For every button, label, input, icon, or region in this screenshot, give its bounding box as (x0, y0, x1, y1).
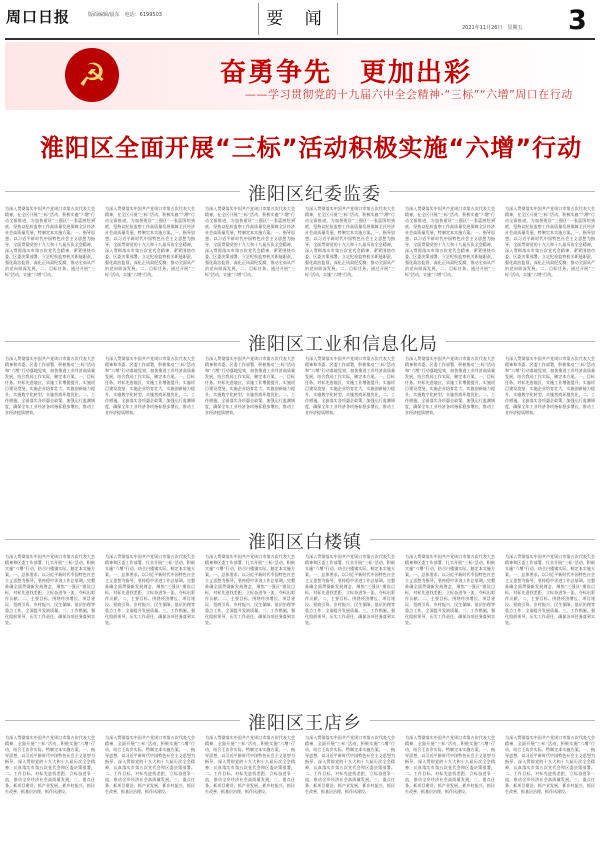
section-header-gongxin (5, 330, 595, 354)
main-headline: 淮阳区全面开展“三标”活动积极实施“六增”行动 (40, 134, 583, 162)
body-text: 为深入贯彻落实中国共产党周口市第五次代表大会精神和区委工作部署，扎实开展“三标”活动，积极实施“六增”行动，结合白楼镇实际，制定本实施方案。一、总体要求。以习近平新时代中国特色社会主义思想为指导，坚持稳中求进工作总基调，完整准确全面贯彻新发展理念，聚焦“三强区”建设目标，对标先进找差距，立标奋进争一流，夺标出彩作贡献。二、主要目标。围绕经济增长、项目建设、招商引资、乡村振兴、民生保障、基层治理等重点工作，全面提升发展质量。三、工作措施。强化组织领导，压实工作责任，确保各项任务落到实处。 (105, 554, 195, 625)
body-text: 为深入贯彻落实中国共产党周口市第五次代表大会精神，全面开展“三标”活动，积极实施“六增”行动，结合王店乡实际，特制定本实施方案。一、指导思想。以习近平新时代中国特色社会主义思想为指导，深入贯彻党的十九大和十九届历次全会精神，认真落实市第五次党代会和区委决策部署。二、工作目标。对标先进找差距，立标奋进争一流，推动全乡经济社会高质量发展。三、重点任务。抓项目建设，抓产业发展，抓乡村振兴，抓民生改善，抓基层治理，抓作风建设。 (405, 735, 495, 794)
text-column (505, 735, 595, 795)
body-text: 为深入贯彻落实中国共产党周口市第五次代表大会精神，全面开展“三标”活动，积极实施“六增”行动，结合王店乡实际，特制定本实施方案。一、指导思想。以习近平新时代中国特色社会主义思想为指导，深入贯彻党的十九大和十九届历次全会精神，认真落实市第五次党代会和区委决策部署。二、工作目标。对标先进找差距，立标奋进争一流，推动全乡经济社会高质量发展。三、重点任务。抓项目建设，抓产业发展，抓乡村振兴，抓民生改善，抓基层治理，抓作风建设。 (505, 735, 595, 794)
text-column (205, 206, 295, 278)
text-column (5, 735, 95, 795)
issue-line: 版面编辑/晨东 电话：6199503 (88, 12, 162, 18)
body-text: 为深入贯彻落实中国共产党周口市第五次代表大会精神，在全区开展“三标”活动，积极实施“六增”行动全面推进，为加快建设“三强区”一张蓝图绘到底，坚持以纪检监察工作高质量发展保障全区经济社会高质量发展，特制定本实施方案。一、指导思想。以习近平新时代中国特色社会主义思想为指导，全面贯彻党的十九大和十九届历次全会精神，深入贯彻落实市第五次党代会精神，紧紧围绕市委、区委决策部署，立足纪检监察机关职能职责，强化政治监督，深化正风肃纪反腐，推动全面从严治党向纵深发展。二、目标任务。通过开展“三标”活动，实施“六增”行动。 (305, 206, 395, 277)
body-text: 为深入贯彻落实中国共产党周口市第五次代表大会精神，全面开展“三标”活动，积极实施“六增”行动，结合王店乡实际，特制定本实施方案。一、指导思想。以习近平新时代中国特色社会主义思想为指导，深入贯彻党的十九大和十九届历次全会精神，认真落实市第五次党代会和区委决策部署。二、工作目标。对标先进找差距，立标奋进争一流，推动全乡经济社会高质量发展。三、重点任务。抓项目建设，抓产业发展，抓乡村振兴，抓民生改善，抓基层治理，抓作风建设。 (5, 735, 95, 794)
text-column (5, 356, 95, 416)
masthead-rule (5, 38, 595, 40)
text-column (105, 356, 195, 416)
section-body-jiwei (5, 206, 595, 326)
text-column (405, 206, 495, 278)
body-text: 为深入贯彻落实中国共产党周口市第五次代表大会精神，在全区开展“三标”活动，积极实施“六增”行动全面推进，为加快建设“三强区”一张蓝图绘到底，坚持以纪检监察工作高质量发展保障全区经济社会高质量发展，特制定本实施方案。一、指导思想。以习近平新时代中国特色社会主义思想为指导，全面贯彻党的十九大和十九届历次全会精神，深入贯彻落实市第五次党代会精神，紧紧围绕市委、区委决策部署，立足纪检监察机关职能职责，强化政治监督，深化正风肃纪反腐，推动全面从严治党向纵深发展。二、目标任务。通过开展“三标”活动，实施“六增”行动。 (105, 206, 195, 277)
masthead (0, 0, 600, 40)
hammer-sickle-icon: ☭ (77, 56, 107, 94)
body-text: 为深入贯彻落实中国共产党周口市第五次代表大会精神，全面开展“三标”活动，积极实施“六增”行动，结合王店乡实际，特制定本实施方案。一、指导思想。以习近平新时代中国特色社会主义思想为指导，深入贯彻党的十九大和十九届历次全会精神，认真落实市第五次党代会和区委决策部署。二、工作目标。对标先进找差距，立标奋进争一流，推动全乡经济社会高质量发展。三、重点任务。抓项目建设，抓产业发展，抓乡村振兴，抓民生改善，抓基层治理，抓作风建设。 (105, 735, 195, 794)
section-header-jiwei (5, 180, 595, 204)
body-text: 为深入贯彻落实中国共产党周口市第五次代表大会精神和市委、区委工作部署，积极推动“三标”活动和“六增”行动落地见效，加快推进工业经济高质量发展，结合我局工作实际，制定本方案。一、目标任务。对标先进地区，实施工业增值提升，实施项目建设攻坚，实施企业培育壮大，实施创新能力提升，实施数字化转型，实施营商环境优化。二、工作措施。全面落实各项惠企政策，加强运行监测调度，确保全年工业经济各项指标稳步增长，推动工业经济提质增效。 (505, 356, 595, 415)
section-body-wangdian (5, 735, 595, 843)
section-body-gongxin (5, 356, 595, 520)
page-number: 3 (568, 5, 587, 36)
text-column (505, 356, 595, 416)
section-body-bailou (5, 554, 595, 704)
text-column (205, 356, 295, 416)
text-column (105, 735, 195, 795)
text-column (205, 554, 295, 626)
body-text: 为深入贯彻落实中国共产党周口市第五次代表大会精神和区委工作部署，扎实开展“三标”活动，积极实施“六增”行动，结合白楼镇实际，制定本实施方案。一、总体要求。以习近平新时代中国特色社会主义思想为指导，坚持稳中求进工作总基调，完整准确全面贯彻新发展理念，聚焦“三强区”建设目标，对标先进找差距，立标奋进争一流，夺标出彩作贡献。二、主要目标。围绕经济增长、项目建设、招商引资、乡村振兴、民生保障、基层治理等重点工作，全面提升发展质量。三、工作措施。强化组织领导，压实工作责任，确保各项任务落到实处。 (5, 554, 95, 625)
section-title: 淮阳区白楼镇 (240, 528, 370, 554)
text-column (205, 735, 295, 795)
body-text: 为深入贯彻落实中国共产党周口市第五次代表大会精神，全面开展“三标”活动，积极实施“六增”行动，结合王店乡实际，特制定本实施方案。一、指导思想。以习近平新时代中国特色社会主义思想为指导，深入贯彻党的十九大和十九届历次全会精神，认真落实市第五次党代会和区委决策部署。二、工作目标。对标先进找差距，立标奋进争一流，推动全乡经济社会高质量发展。三、重点任务。抓项目建设，抓产业发展，抓乡村振兴，抓民生改善，抓基层治理，抓作风建设。 (305, 735, 395, 794)
text-column (405, 735, 495, 795)
body-text: 为深入贯彻落实中国共产党周口市第五次代表大会精神和市委、区委工作部署，积极推动“三标”活动和“六增”行动落地见效，加快推进工业经济高质量发展，结合我局工作实际，制定本方案。一、目标任务。对标先进地区，实施工业增值提升，实施项目建设攻坚，实施企业培育壮大，实施创新能力提升，实施数字化转型，实施营商环境优化。二、工作措施。全面落实各项惠企政策，加强运行监测调度，确保全年工业经济各项指标稳步增长，推动工业经济提质增效。 (405, 356, 495, 415)
text-column (405, 554, 495, 626)
body-text: 为深入贯彻落实中国共产党周口市第五次代表大会精神和区委工作部署，扎实开展“三标”活动，积极实施“六增”行动，结合白楼镇实际，制定本实施方案。一、总体要求。以习近平新时代中国特色社会主义思想为指导，坚持稳中求进工作总基调，完整准确全面贯彻新发展理念，聚焦“三强区”建设目标，对标先进找差距，立标奋进争一流，夺标出彩作贡献。二、主要目标。围绕经济增长、项目建设、招商引资、乡村振兴、民生保障、基层治理等重点工作，全面提升发展质量。三、工作措施。强化组织领导，压实工作责任，确保各项任务落到实处。 (405, 554, 495, 625)
body-text: 为深入贯彻落实中国共产党周口市第五次代表大会精神，在全区开展“三标”活动，积极实施“六增”行动全面推进，为加快建设“三强区”一张蓝图绘到底，坚持以纪检监察工作高质量发展保障全区经济社会高质量发展，特制定本实施方案。一、指导思想。以习近平新时代中国特色社会主义思想为指导，全面贯彻党的十九大和十九届历次全会精神，深入贯彻落实市第五次党代会精神，紧紧围绕市委、区委决策部署，立足纪检监察机关职能职责，强化政治监督，深化正风肃纪反腐，推动全面从严治党向纵深发展。二、目标任务。通过开展“三标”活动，实施“六增”行动。 (205, 206, 295, 277)
section-title: 淮阳区王店乡 (240, 709, 370, 735)
body-text: 为深入贯彻落实中国共产党周口市第五次代表大会精神和市委、区委工作部署，积极推动“三标”活动和“六增”行动落地见效，加快推进工业经济高质量发展，结合我局工作实际，制定本方案。一、目标任务。对标先进地区，实施工业增值提升，实施项目建设攻坚，实施企业培育壮大，实施创新能力提升，实施数字化转型，实施营商环境优化。二、工作措施。全面落实各项惠企政策，加强运行监测调度，确保全年工业经济各项指标稳步增长，推动工业经济提质增效。 (305, 356, 395, 415)
text-column (305, 554, 395, 626)
body-text: 为深入贯彻落实中国共产党周口市第五次代表大会精神，在全区开展“三标”活动，积极实施“六增”行动全面推进，为加快建设“三强区”一张蓝图绘到底，坚持以纪检监察工作高质量发展保障全区经济社会高质量发展，特制定本实施方案。一、指导思想。以习近平新时代中国特色社会主义思想为指导，全面贯彻党的十九大和十九届历次全会精神，深入贯彻落实市第五次党代会精神，紧紧围绕市委、区委决策部署，立足纪检监察机关职能职责，强化政治监督，深化正风肃纪反腐，推动全面从严治党向纵深发展。二、目标任务。通过开展“三标”活动，实施“六增”行动。 (405, 206, 495, 277)
text-column (105, 206, 195, 278)
text-column (505, 554, 595, 626)
body-text: 为深入贯彻落实中国共产党周口市第五次代表大会精神和市委、区委工作部署，积极推动“三标”活动和“六增”行动落地见效，加快推进工业经济高质量发展，结合我局工作实际，制定本方案。一、目标任务。对标先进地区，实施工业增值提升，实施项目建设攻坚，实施企业培育壮大，实施创新能力提升，实施数字化转型，实施营商环境优化。二、工作措施。全面落实各项惠企政策，加强运行监测调度，确保全年工业经济各项指标稳步增长，推动工业经济提质增效。 (205, 356, 295, 415)
newspaper-logo: 周口日报 (6, 8, 71, 26)
section-header-bailou (5, 528, 595, 552)
body-text: 为深入贯彻落实中国共产党周口市第五次代表大会精神和市委、区委工作部署，积极推动“三标”活动和“六增”行动落地见效，加快推进工业经济高质量发展，结合我局工作实际，制定本方案。一、目标任务。对标先进地区，实施工业增值提升，实施项目建设攻坚，实施企业培育壮大，实施创新能力提升，实施数字化转型，实施营商环境优化。二、工作措施。全面落实各项惠企政策，加强运行监测调度，确保全年工业经济各项指标稳步增长，推动工业经济提质增效。 (5, 356, 95, 415)
text-column (305, 356, 395, 416)
banner-title: 奋勇争先 更加出彩 (220, 58, 473, 88)
text-column (505, 206, 595, 278)
section-title: 淮阳区工业和信息化局 (240, 330, 446, 356)
text-column (405, 356, 495, 416)
banner-subtitle: ——学习贯彻党的十九届六中全会精神·“三标”“六增”周口在行动 (245, 88, 573, 101)
party-emblem-icon (65, 48, 119, 102)
body-text: 为深入贯彻落实中国共产党周口市第五次代表大会精神和区委工作部署，扎实开展“三标”活动，积极实施“六增”行动，结合白楼镇实际，制定本实施方案。一、总体要求。以习近平新时代中国特色社会主义思想为指导，坚持稳中求进工作总基调，完整准确全面贯彻新发展理念，聚焦“三强区”建设目标，对标先进找差距，立标奋进争一流，夺标出彩作贡献。二、主要目标。围绕经济增长、项目建设、招商引资、乡村振兴、民生保障、基层治理等重点工作，全面提升发展质量。三、工作措施。强化组织领导，压实工作责任，确保各项任务落到实处。 (305, 554, 395, 625)
body-text: 为深入贯彻落实中国共产党周口市第五次代表大会精神，在全区开展“三标”活动，积极实施“六增”行动全面推进，为加快建设“三强区”一张蓝图绘到底，坚持以纪检监察工作高质量发展保障全区经济社会高质量发展，特制定本实施方案。一、指导思想。以习近平新时代中国特色社会主义思想为指导，全面贯彻党的十九大和十九届历次全会精神，深入贯彻落实市第五次党代会精神，紧紧围绕市委、区委决策部署，立足纪检监察机关职能职责，强化政治监督，深化正风肃纪反腐，推动全面从严治党向纵深发展。二、目标任务。通过开展“三标”活动，实施“六增”行动。 (5, 206, 95, 277)
section-title: 淮阳区纪委监委 (240, 180, 389, 206)
section-label-box (258, 3, 338, 35)
section-label: 要 闻 (266, 9, 330, 29)
body-text: 为深入贯彻落实中国共产党周口市第五次代表大会精神和区委工作部署，扎实开展“三标”活动，积极实施“六增”行动，结合白楼镇实际，制定本实施方案。一、总体要求。以习近平新时代中国特色社会主义思想为指导，坚持稳中求进工作总基调，完整准确全面贯彻新发展理念，聚焦“三强区”建设目标，对标先进找差距，立标奋进争一流，夺标出彩作贡献。二、主要目标。围绕经济增长、项目建设、招商引资、乡村振兴、民生保障、基层治理等重点工作，全面提升发展质量。三、工作措施。强化组织领导，压实工作责任，确保各项任务落到实处。 (505, 554, 595, 625)
body-text: 为深入贯彻落实中国共产党周口市第五次代表大会精神和区委工作部署，扎实开展“三标”活动，积极实施“六增”行动，结合白楼镇实际，制定本实施方案。一、总体要求。以习近平新时代中国特色社会主义思想为指导，坚持稳中求进工作总基调，完整准确全面贯彻新发展理念，聚焦“三强区”建设目标，对标先进找差距，立标奋进争一流，夺标出彩作贡献。二、主要目标。围绕经济增长、项目建设、招商引资、乡村振兴、民生保障、基层治理等重点工作，全面提升发展质量。三、工作措施。强化组织领导，压实工作责任，确保各项任务落到实处。 (205, 554, 295, 625)
text-column (305, 735, 395, 795)
text-column (105, 554, 195, 626)
text-column (5, 206, 95, 278)
section-header-wangdian (5, 709, 595, 733)
text-column (5, 554, 95, 626)
body-text: 为深入贯彻落实中国共产党周口市第五次代表大会精神和市委、区委工作部署，积极推动“三标”活动和“六增”行动落地见效，加快推进工业经济高质量发展，结合我局工作实际，制定本方案。一、目标任务。对标先进地区，实施工业增值提升，实施项目建设攻坚，实施企业培育壮大，实施创新能力提升，实施数字化转型，实施营商环境优化。二、工作措施。全面落实各项惠企政策，加强运行监测调度，确保全年工业经济各项指标稳步增长，推动工业经济提质增效。 (105, 356, 195, 415)
body-text: 为深入贯彻落实中国共产党周口市第五次代表大会精神，全面开展“三标”活动，积极实施“六增”行动，结合王店乡实际，特制定本实施方案。一、指导思想。以习近平新时代中国特色社会主义思想为指导，深入贯彻党的十九大和十九届历次全会精神，认真落实市第五次党代会和区委决策部署。二、工作目标。对标先进找差距，立标奋进争一流，推动全乡经济社会高质量发展。三、重点任务。抓项目建设，抓产业发展，抓乡村振兴，抓民生改善，抓基层治理，抓作风建设。 (205, 735, 295, 794)
date-line: 2021年11月26日 星期五 (462, 25, 523, 31)
banner (5, 42, 595, 110)
body-text: 为深入贯彻落实中国共产党周口市第五次代表大会精神，在全区开展“三标”活动，积极实施“六增”行动全面推进，为加快建设“三强区”一张蓝图绘到底，坚持以纪检监察工作高质量发展保障全区经济社会高质量发展，特制定本实施方案。一、指导思想。以习近平新时代中国特色社会主义思想为指导，全面贯彻党的十九大和十九届历次全会精神，深入贯彻落实市第五次党代会精神，紧紧围绕市委、区委决策部署，立足纪检监察机关职能职责，强化政治监督，深化正风肃纪反腐，推动全面从严治党向纵深发展。二、目标任务。通过开展“三标”活动，实施“六增”行动。 (505, 206, 595, 277)
text-column (305, 206, 395, 278)
